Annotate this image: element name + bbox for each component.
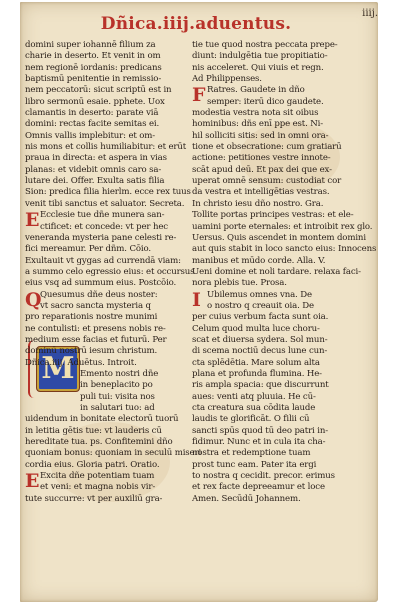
text-line: lutare dei. Offer. Exulta satis filia (25, 176, 165, 187)
text-line: charie in deserto. Et venit in om (25, 51, 161, 62)
text-line: da vestra et intelligētias vestras. (192, 187, 330, 198)
text-line: nem peccatorū: sicut scriptū est in (25, 85, 172, 96)
text-line: Ueni domine et noli tardare. relaxa faci- (192, 266, 361, 277)
text-line: modestia vestra nota sit oibus (192, 108, 319, 119)
text-line: uperat omnē sensum: custodiat cor (192, 176, 342, 187)
text-line: a summo celo egressio eius: et occursus (25, 266, 195, 277)
text-line: dominū nostrū iesum christum. (25, 346, 158, 357)
text-line: prost tunc eam. Pater ita ergi (192, 459, 317, 470)
text-line: ctificet: et concede: vt per hec (40, 221, 168, 232)
text-line: nis acceleret. Qui viuis et regn. (192, 62, 324, 73)
text-span: Quesumus dñe deus noster: (40, 289, 158, 300)
text-line: vt sacro sancta mysteria q (40, 300, 151, 311)
text-line: aues: venti atq pluuia. He cū- (192, 391, 316, 402)
text-span: Ecclesie tue dñe munera san- (40, 210, 165, 221)
left-text-column (25, 40, 202, 505)
text-line: o nostro q creauit oia. De (207, 300, 314, 311)
rubric-initial: F (192, 84, 206, 107)
text-line: cordia eius. Gloria patri. Oratio. (25, 459, 160, 470)
text-line: et rex facte depreeamur et loce (192, 482, 325, 493)
text-line: nis mons et collis humiliabitur: et erūt (25, 142, 187, 153)
rubric-initial: I (192, 288, 201, 311)
text-line: per cuius verbum facta sunt oia. (192, 312, 329, 323)
text-line: hominibus: dñs enī ppe est. Ni- (192, 119, 323, 130)
text-line: quoniam bonus: quoniam in seculū miseri (25, 448, 202, 459)
rubric-initial: E (25, 470, 40, 493)
text-line: venit tibi sanctus et saluator. Secreta. (25, 198, 185, 209)
text-line: manibus et mūdo corde. Alla. V. (192, 255, 326, 266)
text-line: Ad Philippenses. (192, 74, 262, 85)
rubric-initial: Q (25, 288, 42, 311)
text-span: Ratres. Gaudete in dño (207, 85, 305, 96)
text-line: Amen. Secūdū Johannem. (192, 493, 301, 504)
text-line: fidimur. Nunc et in cula ita cha- (192, 437, 326, 448)
text-line: libro sermonū esaie. pphete. Uox (25, 96, 165, 107)
decorated-initial: M (36, 346, 80, 392)
rubric-initial: E (25, 209, 40, 232)
text-line: Dñica.iiij. Aduētus. Introit. (25, 357, 137, 368)
text-line: scat et diuersa sydera. Sol mun- (192, 334, 328, 345)
text-line: scāt apud deū. Et pax dei que ex- (192, 164, 332, 175)
text-line: clamantis in deserto: parate viā (25, 108, 159, 119)
text-line: nora plebis tue. Prosa. (192, 278, 287, 289)
text-line: aut quis stabit in loco sancto eius: Innocens (192, 244, 377, 255)
text-line: Celum quod multa luce choru- (192, 323, 320, 334)
text-line: plana et profunda flumina. He- (192, 368, 322, 379)
text-line: domini super iohannē filium za (25, 40, 156, 50)
text-line: diunt: indulgētia tue propitiatio- (192, 51, 328, 62)
text-line: cta creatura sua cōdita laude (192, 403, 316, 413)
text-line: actione: petitiones vestre innote- (192, 153, 331, 164)
text-line: ris ampla spacia: que discurrunt (192, 380, 329, 391)
text-line: tie tue quod nostra peccata prepe- (192, 40, 338, 50)
text-line: nem regionē iordanis: predicans (25, 62, 162, 73)
page-heading: Dñica.iiij.aduentus. (100, 14, 292, 34)
text-line: sancti spūs quod tū deo patri in- (192, 425, 328, 436)
text-line: et veni: et magna nobis vir- (40, 482, 156, 493)
text-line: In christo iesu dño nostro. Gra. (192, 198, 324, 209)
text-line: tione et obsecratione: cum gratiarū (192, 142, 342, 153)
text-line: in salutari tuo: ad (80, 403, 155, 413)
text-line: cta splēdētia. Mare solum alta (192, 357, 320, 368)
text-line: ne contulisti: et presens nobis re- (25, 323, 166, 334)
text-line: baptismū penitentie in remissio- (25, 74, 162, 85)
text-line: Exultauit vt gygas ad currendā viam: (25, 255, 181, 266)
text-line: Tollite portas principes vestras: et ele- (192, 210, 354, 221)
text-line: nostra et redemptione tuam (192, 448, 311, 459)
text-line: planas: et videbit omnis caro sa- (25, 164, 162, 175)
text-line: veneranda mysteria pane celesti re- (25, 232, 177, 243)
text-line: in letitia gētis tue: vt lauderis cū (25, 425, 162, 436)
text-line: medium esse facias et futurū. Per (25, 334, 167, 345)
text-line: puli tui: visita nos (80, 391, 155, 402)
text-line: to nostra q cecidit. precor. erimus (192, 471, 335, 482)
text-line: Omnis vallis implebitur: et om- (25, 130, 156, 141)
right-text-column (192, 40, 377, 505)
text-line: uidendum in bonitate electorū tuorū (25, 414, 179, 425)
text-line: semper: iterū dico gaudete. (207, 96, 324, 107)
text-line: Emento nostri dñe (80, 368, 159, 379)
text-line: in beneplacito po (80, 380, 153, 391)
text-line: laudis te glorificāt. O filii cū (192, 414, 310, 425)
text-line: tute succurre: vt per auxiliū gra- (25, 493, 163, 504)
folio-number: iiij. (362, 8, 378, 19)
text-line: praua in directa: et aspera in vias (25, 153, 167, 164)
text-line: Uersus. Quis ascendet in montem domini (192, 232, 366, 243)
text-line: uamini porte eternales: et introibit rex glo. (192, 221, 373, 232)
text-span: Excita dñe potentiam tuam (40, 471, 155, 482)
text-line: hereditate tua. ps. Confitemini dño (25, 437, 173, 448)
text-line: Sion: predica filia hierlm. ecce rex tuus (25, 187, 191, 198)
text-line: eius vsq ad summum eius. Postcōio. (25, 278, 177, 289)
text-line: pro reparationis nostre munimi (25, 312, 158, 323)
text-line: domini: rectas facite semitas ei. (25, 119, 160, 130)
text-span: Ubilemus omnes vna. De (207, 289, 312, 300)
text-line: di scema noctiū decus lune cun- (192, 346, 328, 357)
text-line: fici mereamur. Per dñm. Cōio. (25, 244, 151, 255)
text-line: hil solliciti sitis: sed in omni ora- (192, 130, 329, 141)
